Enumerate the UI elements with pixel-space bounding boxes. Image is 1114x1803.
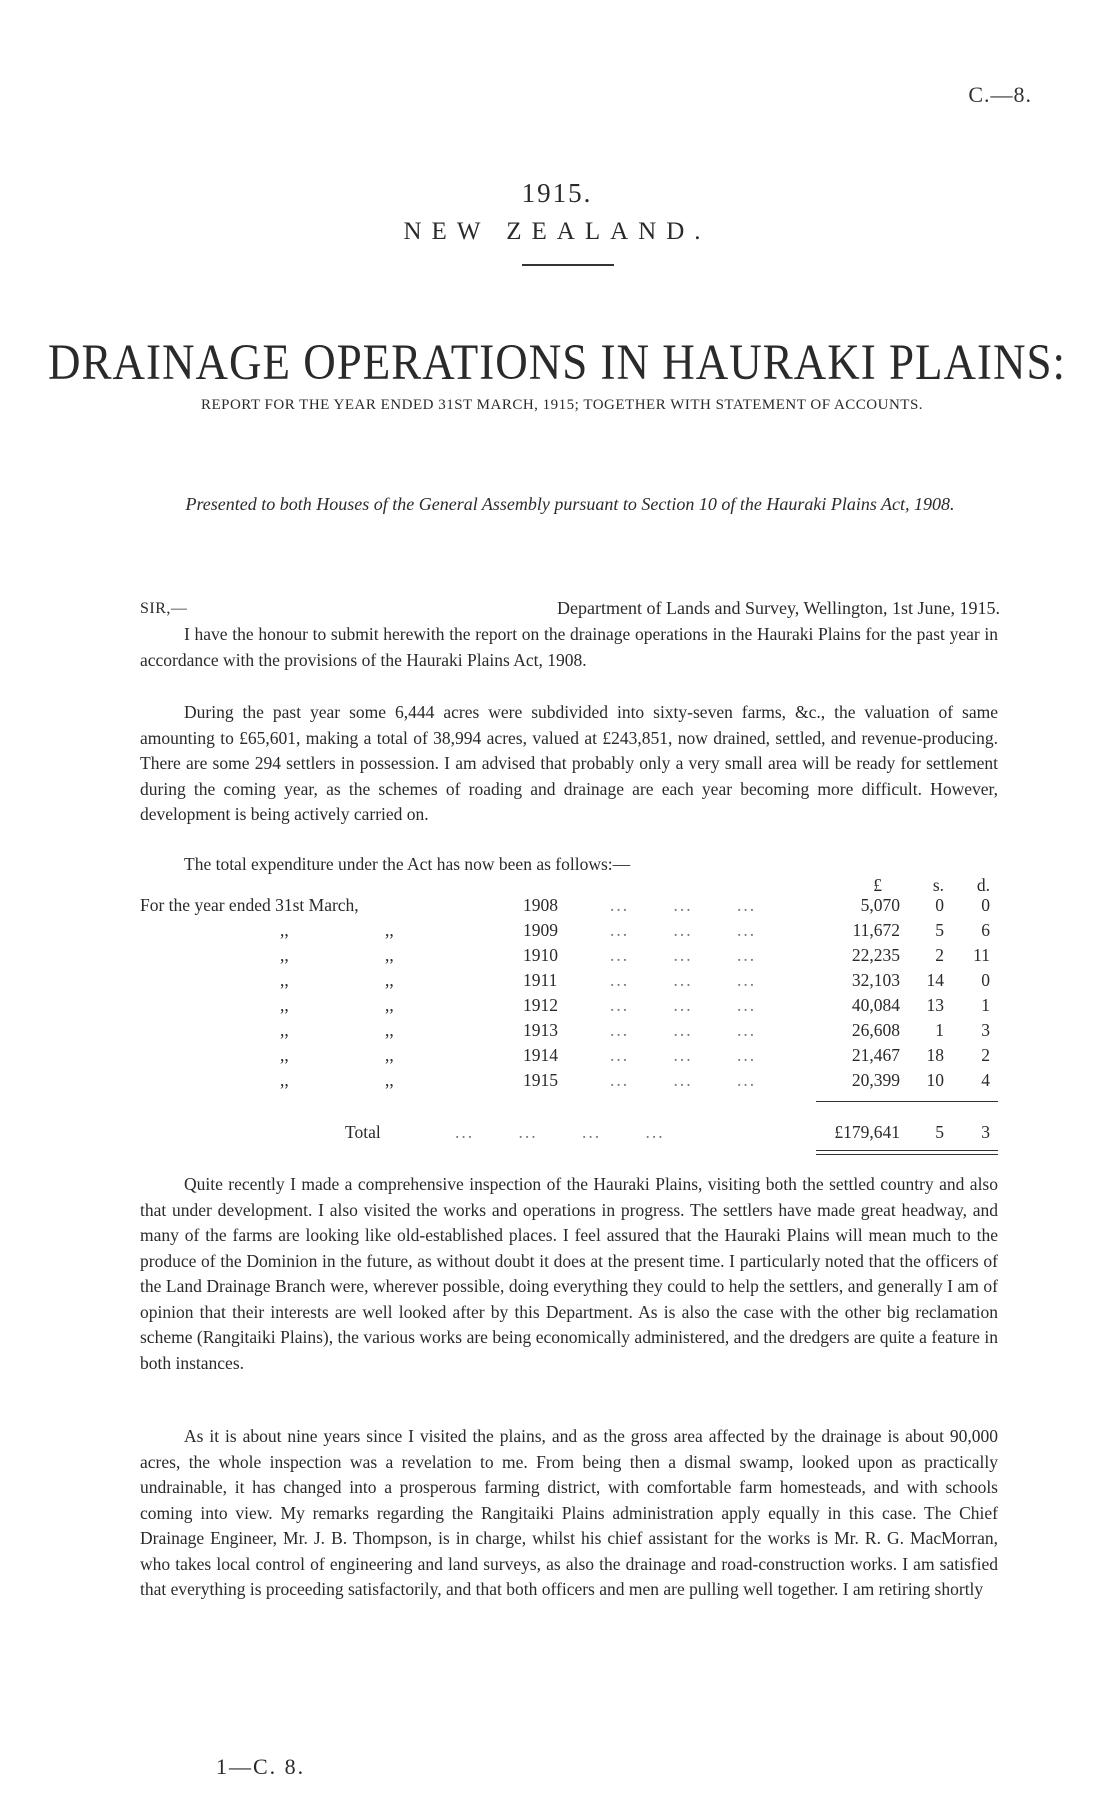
row-year: 1910 <box>523 945 558 965</box>
total-shillings: 5 <box>935 1122 944 1142</box>
row-pounds: 40,084 <box>851 995 900 1015</box>
ditto-mark: ,, <box>280 1045 289 1065</box>
row-pence: 4 <box>981 1070 990 1090</box>
ditto-mark: ,, <box>385 995 394 1015</box>
total-row <box>140 1122 998 1147</box>
row-shillings: 2 <box>935 945 944 965</box>
expenditure-header <box>140 875 998 895</box>
row-shillings: 1 <box>935 1020 944 1040</box>
paragraph-expenditure-intro: The total expenditure under the Act has now been as follows:— <box>184 854 631 874</box>
paragraph-inspection: Quite recently I made a comprehensive inspection of the Hauraki Plains, visiting both the settled country and also that under development. I also visited the works and operations in progress. The settlers have made great headway, and many of the farms are looking like old-established places. I feel assured that the Hauraki Plains will mean much to the produce of the Dominion in the future, as without doubt it does at the present time. I particularly noted that the officers of the Land Drainage Branch were, wherever possible, doing everything they could to help the settlers, and generally I am of opinion that their interests are well looked after by this Department. As is also the case with the other big reclamation scheme (Rangitaiki Plains), the various works are being economically administered, and the dredgers are quite a feature in both instances. <box>140 1174 998 1373</box>
salutation: SIR,— <box>140 600 188 617</box>
row-year: 1915 <box>523 1070 558 1090</box>
row-pounds: 21,467 <box>851 1045 900 1065</box>
row-pence: 2 <box>981 1045 990 1065</box>
ditto-mark: ,, <box>280 1020 289 1040</box>
row-pounds: 5,070 <box>860 895 900 915</box>
total-label: Total <box>345 1122 381 1142</box>
ditto-mark: ,, <box>385 945 394 965</box>
document-reference: C.—8. <box>968 82 1032 107</box>
row-label: For the year ended 31st March, <box>140 895 359 915</box>
total-double-rule <box>816 1150 998 1151</box>
country-heading: NEW ZEALAND. <box>403 218 711 245</box>
row-shillings: 18 <box>926 1045 944 1065</box>
row-shillings: 0 <box>935 895 944 915</box>
table-row <box>140 920 998 945</box>
ditto-mark: ,, <box>280 920 289 940</box>
total-rule <box>816 1101 998 1102</box>
presented-note: Presented to both Houses of the General Assembly pursuant to Section 10 of the Hauraki Plains Act, 1908. <box>185 494 955 514</box>
row-dots: ... ... ... ... <box>455 1122 665 1142</box>
row-pence: 3 <box>981 1020 990 1040</box>
table-row <box>140 1020 998 1045</box>
row-dots: ... ... ... <box>610 995 757 1015</box>
ditto-mark: ,, <box>280 1070 289 1090</box>
total-double-rule <box>816 1154 998 1155</box>
row-pounds: 22,235 <box>851 945 900 965</box>
total-pence: 3 <box>981 1122 990 1142</box>
row-dots: ... ... ... <box>610 970 757 990</box>
header-pence: d. <box>976 875 990 895</box>
header-pounds: £ <box>873 875 882 895</box>
report-subtitle: REPORT FOR THE YEAR ENDED 31ST MARCH, 1915; TOGETHER WITH STATEMENT OF ACCOUNTS. <box>200 397 924 413</box>
row-pence: 0 <box>981 970 990 990</box>
row-dots: ... ... ... <box>610 920 757 940</box>
row-shillings: 13 <box>926 995 944 1015</box>
row-pounds: 32,103 <box>851 970 900 990</box>
row-shillings: 14 <box>926 970 944 990</box>
row-dots: ... ... ... <box>610 1070 757 1090</box>
row-pounds: 20,399 <box>851 1070 900 1090</box>
row-pence: 0 <box>981 895 990 915</box>
ditto-mark: ,, <box>280 945 289 965</box>
row-year: 1912 <box>523 995 558 1015</box>
row-dots: ... ... ... <box>610 1045 757 1065</box>
table-row <box>140 945 998 970</box>
ditto-mark: ,, <box>385 1045 394 1065</box>
paragraph-settlement: During the past year some 6,444 acres were subdivided into sixty-seven farms, &c., the valuation of same amounting to £65,601, making a total of 38,994 acres, valued at £243,851, now drained, settled, and revenue-producing. There are some 294 settlers in possession. I am advised that probably only a very small area will be ready for settlement during the coming year, as the schemes of roading and drainage are each year becoming more difficult. However, development is being actively carried on. <box>140 702 998 824</box>
row-year: 1908 <box>523 895 558 915</box>
total-pounds: £179,641 <box>834 1122 900 1142</box>
header-shillings: s. <box>932 875 944 895</box>
row-pence: 6 <box>981 920 990 940</box>
ditto-mark: ,, <box>385 1020 394 1040</box>
table-row <box>140 1045 998 1070</box>
ditto-mark: ,, <box>280 970 289 990</box>
ditto-mark: ,, <box>385 1070 394 1090</box>
row-year: 1911 <box>523 970 558 990</box>
page-title: DRAINAGE OPERATIONS IN HAURAKI PLAINS: <box>47 334 1066 390</box>
page-footer: 1—C. 8. <box>216 1754 306 1779</box>
ditto-mark: ,, <box>385 970 394 990</box>
row-shillings: 5 <box>935 920 944 940</box>
row-shillings: 10 <box>926 1070 944 1090</box>
row-year: 1913 <box>523 1020 558 1040</box>
row-pence: 1 <box>981 995 990 1015</box>
table-row <box>140 995 998 1020</box>
ditto-mark: ,, <box>385 920 394 940</box>
row-year: 1914 <box>523 1045 558 1065</box>
row-pence: 11 <box>973 945 990 965</box>
letter-address: Department of Lands and Survey, Wellington, 1st June, 1915. <box>557 598 1000 618</box>
row-pounds: 26,608 <box>851 1020 900 1040</box>
table-row <box>140 970 998 995</box>
table-row <box>140 1070 998 1095</box>
row-dots: ... ... ... <box>610 945 757 965</box>
table-row <box>140 895 998 920</box>
row-pounds: 11,672 <box>852 920 900 940</box>
row-dots: ... ... ... <box>610 1020 757 1040</box>
row-dots: ... ... ... <box>610 895 757 915</box>
ditto-mark: ,, <box>280 995 289 1015</box>
row-year: 1909 <box>523 920 558 940</box>
paragraph-revelation: As it is about nine years since I visited the plains, and as the gross area affected by the drainage is about 90,000 acres, the whole inspection was a revelation to me. From being then a dismal swamp, looked upon as practically undrainable, it has changed into a prosperous farming district, with comfortable farm homesteads, and with schools coming into view. My remarks regarding the Rangitaiki Plains administration apply equally in this case. The Chief Drainage Engineer, Mr. J. B. Thompson, is in charge, whilst his chief assistant for the works is Mr. R. G. MacMorran, who takes local control of engineering and land surveys, as also the drainage and road-construction works. I am satisfied that everything is proceeding satisfactorily, and that both officers and men are pulling well together. I am retiring shortly <box>140 1426 998 1599</box>
document-year: 1915. <box>521 178 593 208</box>
heading-rule <box>522 264 614 266</box>
paragraph-intro: I have the honour to submit herewith the report on the drainage operations in the Hauraki Plains for the past year in accordance with the provisions of the Hauraki Plains Act, 1908. <box>140 624 998 670</box>
